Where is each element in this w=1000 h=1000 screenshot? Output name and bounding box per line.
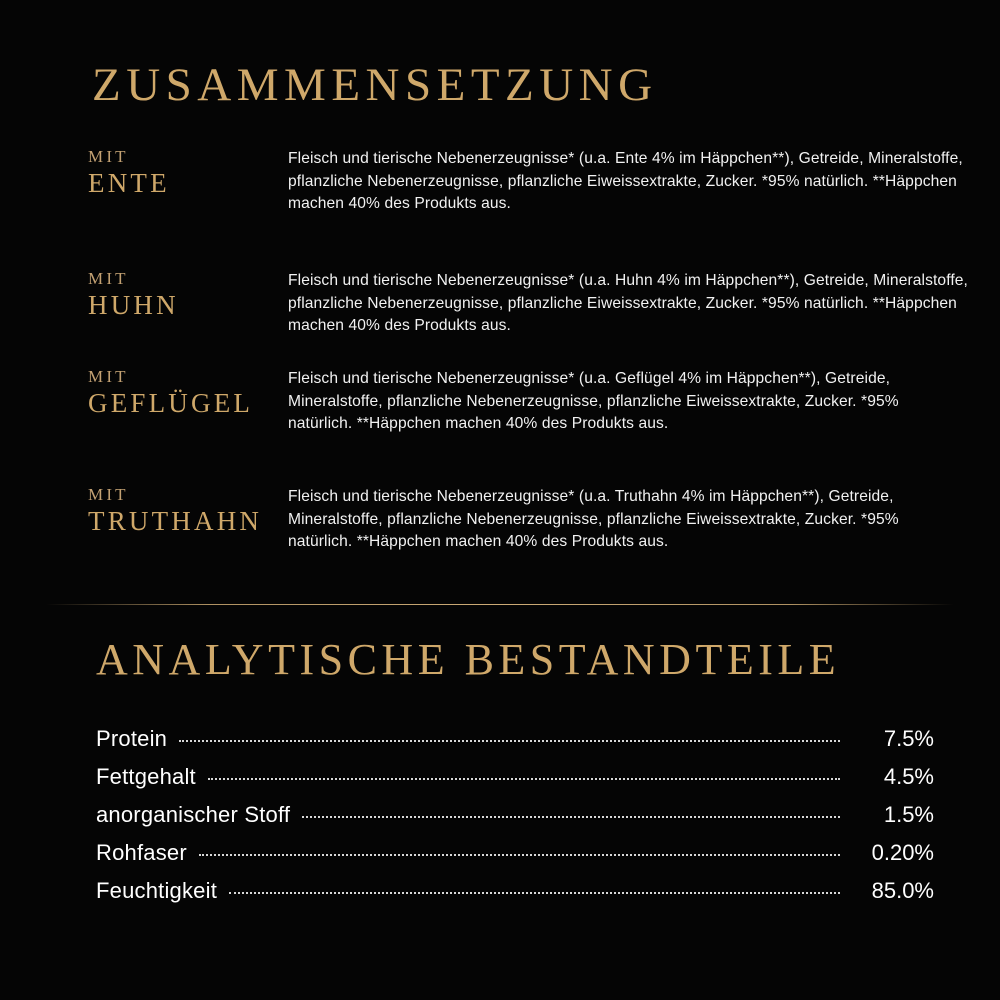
variant-row <box>0 480 1000 590</box>
analysis-name: Fettgehalt <box>96 764 196 789</box>
variant-row <box>0 362 1000 472</box>
analysis-value: 85.0% <box>871 878 934 903</box>
analysis-value: 4.5% <box>883 764 934 789</box>
variant-prefix: MIT <box>88 485 129 504</box>
variant-name: ENTE <box>88 167 170 198</box>
variant-label <box>88 486 278 538</box>
table-row <box>96 878 934 916</box>
variant-description: Fleisch und tierische Nebenerzeugnisse* (u.a. Huhn 4% im Häppchen**), Getreide, Mineralstoffe, pflanzliche Nebenerzeugnisse, pflanzliche Eiweissextrakte, Zucker. *95% natürlich. **Häppchen machen 40% des Produkts aus. <box>288 272 968 334</box>
leader-dots <box>208 777 840 780</box>
analysis-name: Rohfaser <box>96 840 187 865</box>
analysis-value: 0.20% <box>871 840 934 865</box>
variant-name: HUHN <box>88 289 179 320</box>
variant-description: Fleisch und tierische Nebenerzeugnisse* (u.a. Geflügel 4% im Häppchen**), Getreide, Mineralstoffe, pflanzliche Nebenerzeugnisse, pflanzliche Eiweissextrakte, Zucker. *95% natürlich. **Häppchen machen 40% des Produkts aus. <box>288 370 899 432</box>
variant-prefix: MIT <box>88 269 129 288</box>
table-row <box>96 764 934 802</box>
leader-dots <box>179 739 840 742</box>
leader-dots <box>302 815 840 818</box>
analysis-name: anorganischer Stoff <box>96 802 291 827</box>
variant-label <box>88 148 278 200</box>
analysis-value: 1.5% <box>883 802 934 827</box>
variant-prefix: MIT <box>88 147 129 166</box>
variant-description: Fleisch und tierische Nebenerzeugnisse* (u.a. Truthahn 4% im Häppchen**), Getreide, Mineralstoffe, pflanzliche Nebenerzeugnisse, pflanzliche Eiweissextrakte, Zucker. *95% natürlich. **Häppchen machen 40% des Produkts aus. <box>288 488 899 550</box>
composition-heading: ZUSAMMENSETZUNG <box>92 59 658 111</box>
variant-name: TRUTHAHN <box>88 505 263 536</box>
variant-description: Fleisch und tierische Nebenerzeugnisse* (u.a. Ente 4% im Häppchen**), Getreide, Mineralstoffe, pflanzliche Nebenerzeugnisse, pflanzliche Eiweissextrakte, Zucker. *95% natürlich. **Häppchen machen 40% des Produkts aus. <box>288 150 963 212</box>
leader-dots <box>229 891 840 894</box>
analysis-table <box>96 726 934 916</box>
variant-row <box>0 142 1000 232</box>
variant-prefix: MIT <box>88 367 129 386</box>
leader-dots <box>199 853 840 856</box>
table-row <box>96 840 934 878</box>
variant-row <box>0 264 1000 354</box>
analysis-heading: ANALYTISCHE BESTANDTEILE <box>96 635 841 684</box>
table-row <box>96 726 934 764</box>
analysis-value: 7.5% <box>883 726 934 751</box>
variant-label <box>88 368 278 420</box>
variant-name: GEFLÜGEL <box>88 387 254 418</box>
section-divider <box>46 604 954 605</box>
variant-label <box>88 270 278 322</box>
analysis-name: Protein <box>96 726 168 751</box>
analysis-name: Feuchtigkeit <box>96 878 218 903</box>
table-row <box>96 802 934 840</box>
